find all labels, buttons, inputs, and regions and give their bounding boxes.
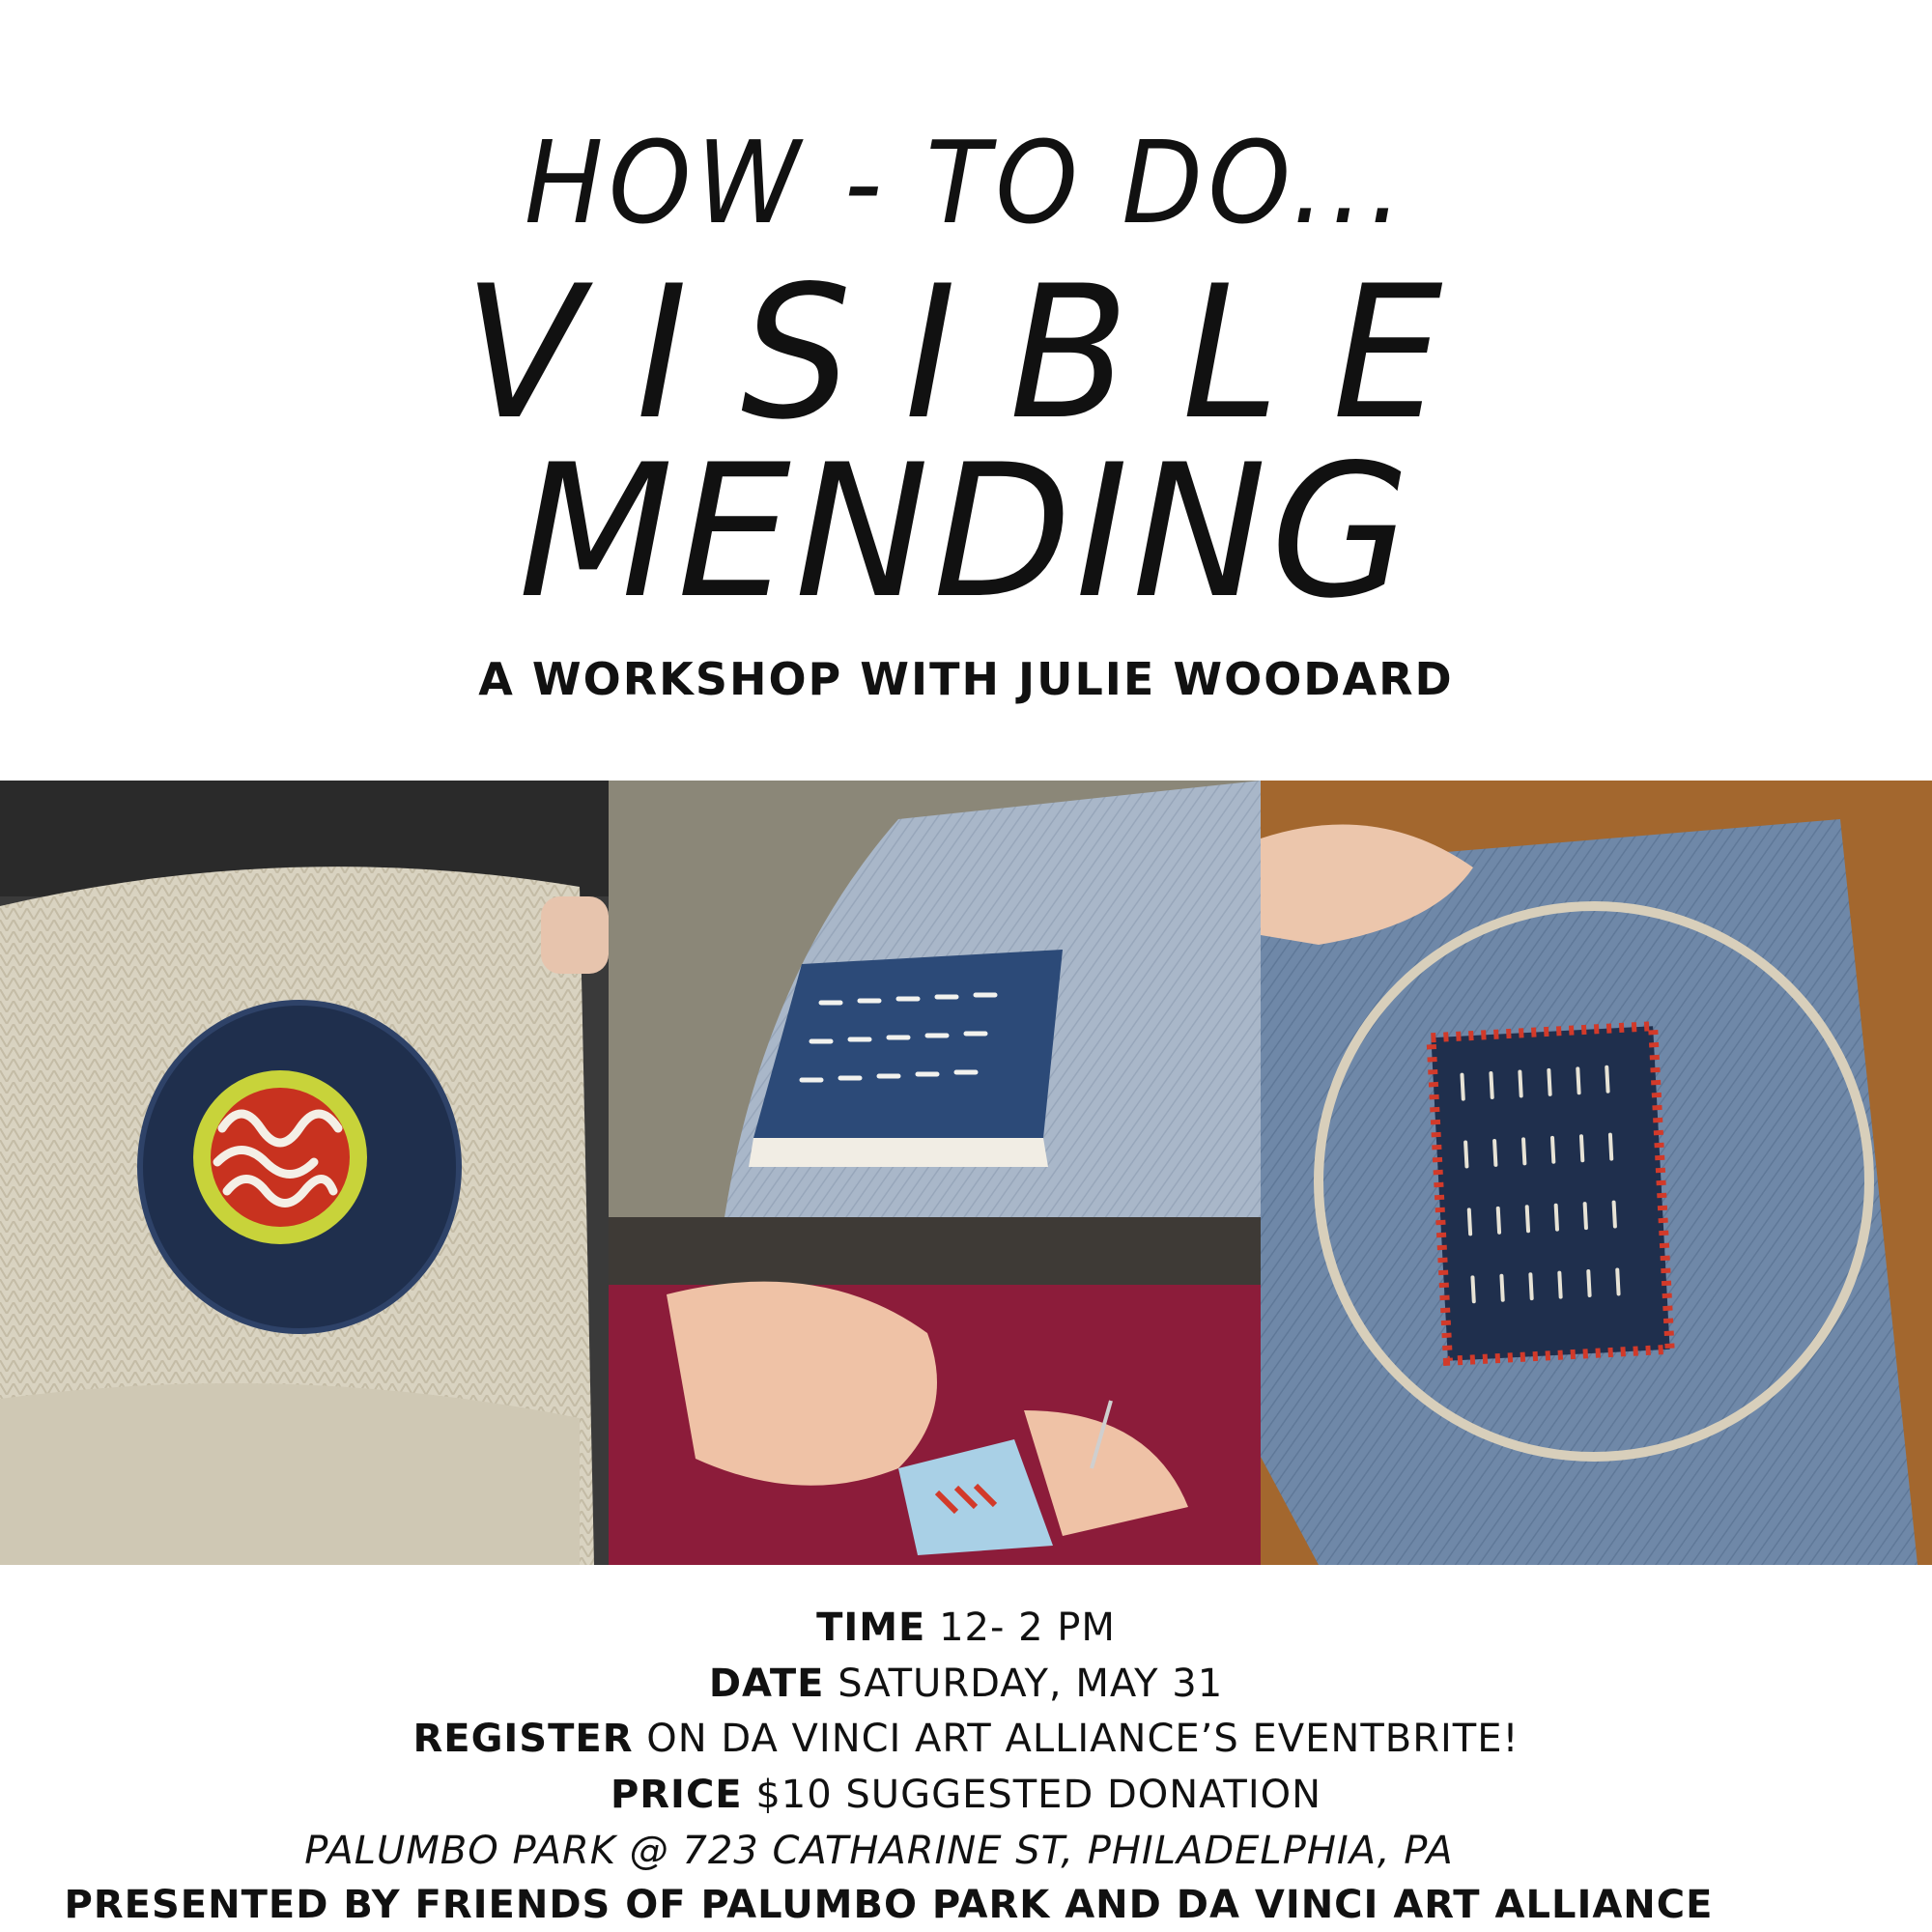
register-value: ON DA VINCI ART ALLIANCE’S EVENTBRITE! <box>646 1717 1520 1761</box>
photo-embroidery-hoop <box>1261 781 1932 1565</box>
time-label: TIME <box>816 1605 926 1650</box>
time-value: 12- 2 PM <box>939 1605 1116 1650</box>
detail-price <box>0 1773 1932 1817</box>
title-line-1: HOW - TO DO... <box>524 116 1408 249</box>
date-value: SATURDAY, MAY 31 <box>838 1662 1224 1706</box>
photo-hands-darning <box>609 1217 1261 1565</box>
title-line-3: MENDING <box>518 425 1414 639</box>
photo-knit-sweater-patch <box>0 781 609 1565</box>
subtitle: A WORKSHOP WITH JULIE WOODARD <box>478 653 1454 705</box>
title-line-2: VISIBLE <box>463 246 1496 460</box>
photo-jeans-knee-patch <box>609 781 1261 1217</box>
detail-time <box>0 1605 1932 1650</box>
price-label: PRICE <box>610 1773 743 1817</box>
presented-by-text: PRESENTED BY FRIENDS OF PALUMBO PARK AND DA VINCI ART ALLIANCE <box>64 1883 1714 1927</box>
detail-date <box>0 1662 1932 1706</box>
price-value: $10 SUGGESTED DONATION <box>755 1773 1322 1817</box>
date-label: DATE <box>708 1662 825 1706</box>
detail-register <box>0 1717 1932 1761</box>
location-text: PALUMBO PARK @ 723 CATHARINE ST, PHILADELPHIA, PA <box>304 1829 1454 1873</box>
register-label: REGISTER <box>412 1717 634 1761</box>
